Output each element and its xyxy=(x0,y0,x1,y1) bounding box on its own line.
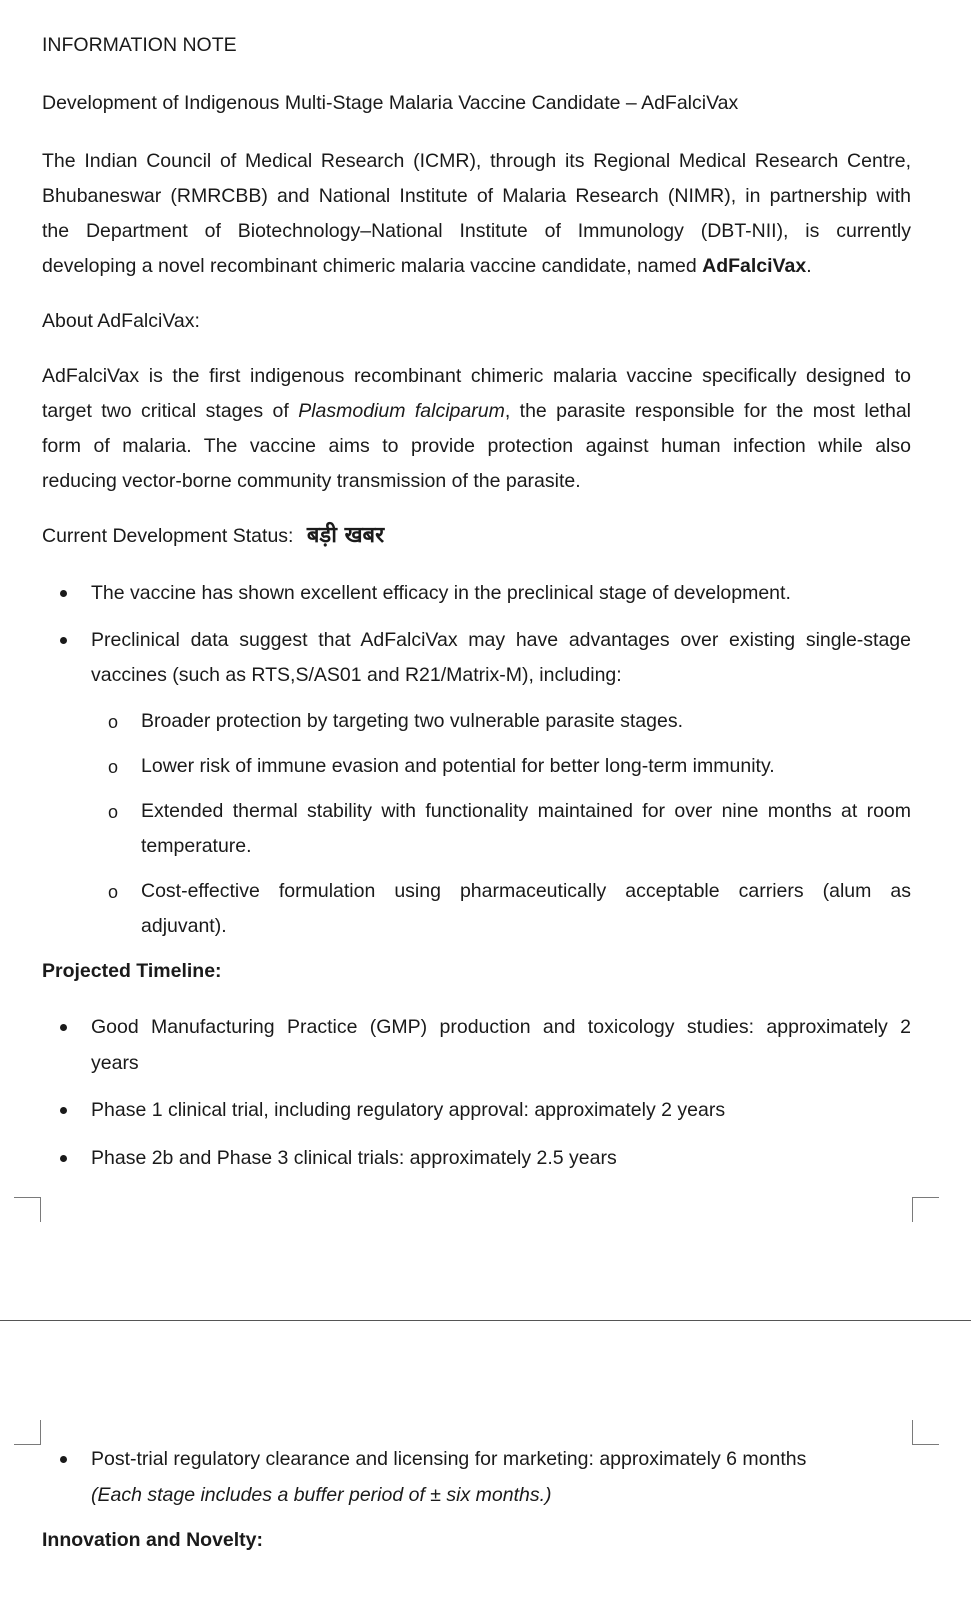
list-item: Phase 2b and Phase 3 clinical trials: approximately 2.5 years xyxy=(91,1147,617,1169)
status-heading xyxy=(42,523,384,549)
species-name: Plasmodium falciparum xyxy=(298,400,505,422)
intro-line: the Department of Biotechnology–National Institute of Immunology (DBT-NII), is currently xyxy=(42,220,911,242)
sub-list-item: Broader protection by targeting two vulnerable parasite stages. xyxy=(141,710,683,732)
news-stamp: बड़ी खबर xyxy=(306,523,385,548)
document-heading: INFORMATION NOTE xyxy=(42,34,237,56)
about-line xyxy=(42,398,911,424)
crop-mark xyxy=(14,1197,41,1222)
list-item: Post-trial regulatory clearance and licensing for marketing: approximately 6 months xyxy=(91,1448,807,1470)
sub-list-item: Extended thermal stability with functionality maintained for over nine months at room xyxy=(141,800,911,822)
list-item: Phase 1 clinical trial, including regulatory approval: approximately 2 years xyxy=(91,1099,726,1121)
vaccine-name: AdFalciVax xyxy=(702,255,807,277)
crop-mark xyxy=(14,1420,41,1445)
intro-text: developing a novel recombinant chimeric malaria vaccine candidate, named xyxy=(42,255,703,277)
circle-bullet-icon: o xyxy=(108,712,119,732)
sub-list-item: Lower risk of immune evasion and potential for better long-term immunity. xyxy=(141,755,775,777)
status-heading-text: Current Development Status: xyxy=(42,525,294,547)
bullet-icon xyxy=(60,637,67,644)
list-item: Good Manufacturing Practice (GMP) production and toxicology studies: approximately 2 xyxy=(91,1016,911,1038)
sub-list-item-continuation: temperature. xyxy=(141,835,252,857)
circle-bullet-icon: o xyxy=(108,757,119,777)
about-text: target two critical stages of xyxy=(42,400,299,422)
intro-line: The Indian Council of Medical Research (ICMR), through its Regional Medical Research Centre, xyxy=(42,150,911,172)
bullet-icon xyxy=(60,1456,67,1463)
crop-mark xyxy=(912,1420,939,1445)
sub-list-item: Cost-effective formulation using pharmaceutically acceptable carriers (alum as xyxy=(141,880,911,902)
bullet-icon xyxy=(60,1024,67,1031)
about-line: reducing vector-borne community transmission of the parasite. xyxy=(42,470,581,492)
sub-list-item-continuation: adjuvant). xyxy=(141,915,227,937)
timeline-heading: Projected Timeline: xyxy=(42,960,222,982)
page-separator xyxy=(0,1320,971,1321)
intro-text: . xyxy=(806,255,812,277)
bullet-icon xyxy=(60,1155,67,1162)
intro-line xyxy=(42,253,812,279)
about-line: form of malaria. The vaccine aims to provide protection against human infection while also xyxy=(42,435,911,457)
buffer-note: (Each stage includes a buffer period of ± six months.) xyxy=(91,1484,552,1506)
innovation-heading: Innovation and Novelty: xyxy=(42,1529,264,1551)
document-title: Development of Indigenous Multi-Stage Malaria Vaccine Candidate – AdFalciVax xyxy=(42,92,739,114)
bullet-icon xyxy=(60,590,67,597)
about-heading: About AdFalciVax: xyxy=(42,310,200,332)
list-item: The vaccine has shown excellent efficacy in the preclinical stage of development. xyxy=(91,582,791,604)
bullet-icon xyxy=(60,1107,67,1114)
intro-line: Bhubaneswar (RMRCBB) and National Institute of Malaria Research (NIMR), in partnership with xyxy=(42,185,911,207)
list-item-continuation: vaccines (such as RTS,S/AS01 and R21/Matrix-M), including: xyxy=(91,664,622,686)
about-line: AdFalciVax is the first indigenous recombinant chimeric malaria vaccine specifically designed to xyxy=(42,365,911,387)
about-text: , the parasite responsible for the most lethal xyxy=(504,400,911,422)
list-item-continuation: years xyxy=(91,1052,139,1074)
crop-mark xyxy=(912,1197,939,1222)
circle-bullet-icon: o xyxy=(108,802,119,822)
circle-bullet-icon: o xyxy=(108,882,119,902)
list-item: Preclinical data suggest that AdFalciVax may have advantages over existing single-stage xyxy=(91,629,911,651)
